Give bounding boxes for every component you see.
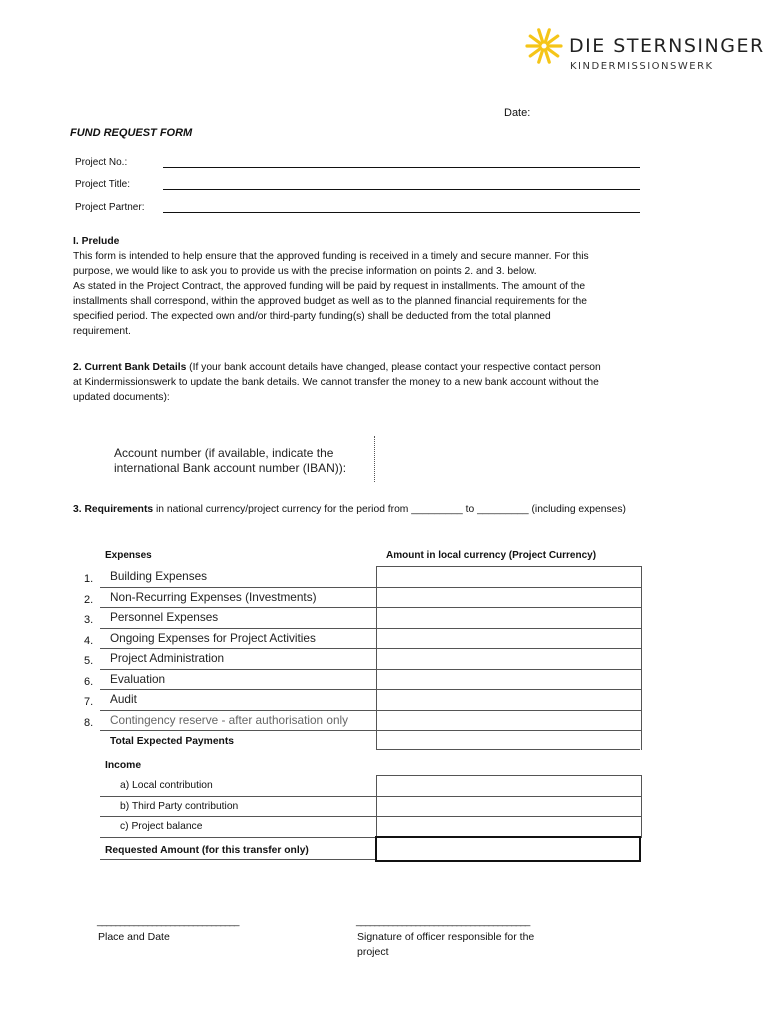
total-expected-label: Total Expected Payments xyxy=(110,736,234,747)
expense-number: 1. xyxy=(84,573,94,585)
star-ray xyxy=(530,48,541,56)
project-title-label: Project Title: xyxy=(75,179,131,190)
requested-amount-field[interactable] xyxy=(375,836,641,862)
expense-number: 5. xyxy=(84,655,94,667)
signature-label-line: project xyxy=(357,946,389,958)
row-divider xyxy=(100,648,376,649)
expense-amount-field[interactable] xyxy=(376,628,642,650)
logo xyxy=(525,24,765,74)
row-divider xyxy=(100,587,376,588)
expense-label: Personnel Expenses xyxy=(110,610,219,624)
row-divider xyxy=(100,669,376,670)
row-divider xyxy=(100,628,376,629)
project-title-field[interactable] xyxy=(163,189,640,190)
date-label: Date: xyxy=(504,107,531,119)
expense-label: Non-Recurring Expenses (Investments) xyxy=(110,589,317,604)
income-label: b) Third Party contribution xyxy=(120,800,239,812)
expense-amount-field[interactable] xyxy=(376,587,642,609)
row-divider xyxy=(100,796,376,797)
star-ray xyxy=(547,36,558,44)
expense-number: 8. xyxy=(84,716,94,729)
income-amount-field[interactable] xyxy=(376,796,642,818)
star-ray xyxy=(530,36,541,44)
logo-subtitle: KINDERMISSIONSWERK xyxy=(570,61,714,72)
row-divider xyxy=(100,710,376,711)
requirements-heading: 3. Requirements xyxy=(73,504,154,515)
expense-number: 6. xyxy=(84,675,94,688)
project-no-label: Project No.: xyxy=(75,157,128,168)
signature-line: ______________________________________ xyxy=(356,916,530,927)
income-label: a) Local contribution xyxy=(120,780,213,791)
expense-amount-field[interactable] xyxy=(376,566,642,588)
total-expected-amount[interactable] xyxy=(376,730,642,750)
prelude-line: This form is intended to help ensure that the approved funding is received in a timely and secure manner. For this xyxy=(73,251,589,262)
expense-number: 4. xyxy=(84,634,94,647)
bank-section xyxy=(73,360,653,405)
requirements-line xyxy=(73,504,626,515)
amount-header: Amount in local currency (Project Currency) xyxy=(386,550,597,561)
table-divider xyxy=(376,749,640,750)
expense-label: Audit xyxy=(110,692,137,706)
income-label: c) Project balance xyxy=(120,821,203,832)
iban-label-line: Account number (if available, indicate the xyxy=(114,446,334,460)
place-date-line: _______________________________ xyxy=(97,916,239,927)
star-ray xyxy=(539,50,543,62)
prelude-line: purpose, we would like to ask you to provide us with the precise information on points 2. and 3. below. xyxy=(73,266,537,277)
bank-text: at Kindermissionswerk to update the bank details. We cannot transfer the money to a new bank account without the xyxy=(73,377,599,388)
prelude-line: installments shall correspond, within the approved budget as well as to the planned financial requirements for the xyxy=(73,296,587,307)
place-date-label: Place and Date xyxy=(98,931,170,943)
expense-amount-field[interactable] xyxy=(376,607,642,629)
project-partner-field[interactable] xyxy=(163,212,640,213)
prelude-line: requirement. xyxy=(73,326,131,337)
signature-label-line: Signature of officer responsible for the xyxy=(357,931,535,943)
requirements-text: in national currency/project currency for the period from _________ to _________ (including expenses) xyxy=(153,504,626,515)
table-divider xyxy=(100,837,376,838)
expense-label: Contingency reserve - after authorisation only xyxy=(110,712,349,727)
iban-divider xyxy=(374,436,375,482)
income-amount-field[interactable] xyxy=(376,775,642,797)
iban-label-line: international Bank account number (IBAN)): xyxy=(114,461,347,475)
expense-amount-field[interactable] xyxy=(376,669,642,691)
row-divider xyxy=(100,730,376,731)
prelude-line: As stated in the Project Contract, the approved funding will be paid by request in installments. The amount of the xyxy=(73,281,586,292)
form-title: FUND REQUEST FORM xyxy=(70,127,193,139)
expense-amount-field[interactable] xyxy=(376,648,642,670)
row-divider xyxy=(100,689,376,690)
iban-input[interactable] xyxy=(380,436,640,482)
expense-label: Evaluation xyxy=(110,671,166,686)
star-ray xyxy=(545,30,549,42)
row-divider xyxy=(100,607,376,608)
income-heading: Income xyxy=(105,760,142,771)
requested-amount-label: Requested Amount (for this transfer only) xyxy=(105,845,309,856)
expense-label: Building Expenses xyxy=(110,569,208,583)
iban-box xyxy=(100,436,380,482)
star-ray xyxy=(539,30,543,42)
row-divider xyxy=(100,816,376,817)
expense-label: Ongoing Expenses for Project Activities xyxy=(110,630,316,645)
logo-name: DIE STERNSINGER xyxy=(569,35,765,57)
bank-heading: 2. Current Bank Details xyxy=(73,362,187,373)
expense-number: 2. xyxy=(84,593,94,606)
table-divider xyxy=(100,859,376,860)
bank-text: updated documents): xyxy=(73,392,170,403)
expense-amount-field[interactable] xyxy=(376,689,642,711)
prelude-section xyxy=(73,234,653,339)
expenses-header: Expenses xyxy=(105,550,152,561)
star-ray xyxy=(547,48,558,56)
sun-star-icon xyxy=(525,24,565,74)
expense-number: 3. xyxy=(84,614,94,626)
project-partner-label: Project Partner: xyxy=(75,202,145,213)
star-ray xyxy=(545,50,549,62)
signature-label xyxy=(357,930,534,960)
iban-label xyxy=(114,446,346,476)
prelude-heading: I. Prelude xyxy=(73,236,120,247)
bank-text: (If your bank account details have changed, please contact your respective contact person xyxy=(186,362,601,373)
project-no-field[interactable] xyxy=(163,167,640,168)
income-amount-field[interactable] xyxy=(376,816,642,838)
expense-amount-field[interactable] xyxy=(376,710,642,732)
prelude-line: specified period. The expected own and/or third-party funding(s) shall be deducted from the total planned xyxy=(73,311,551,322)
expense-number: 7. xyxy=(84,696,94,708)
expense-label: Project Administration xyxy=(110,651,225,665)
